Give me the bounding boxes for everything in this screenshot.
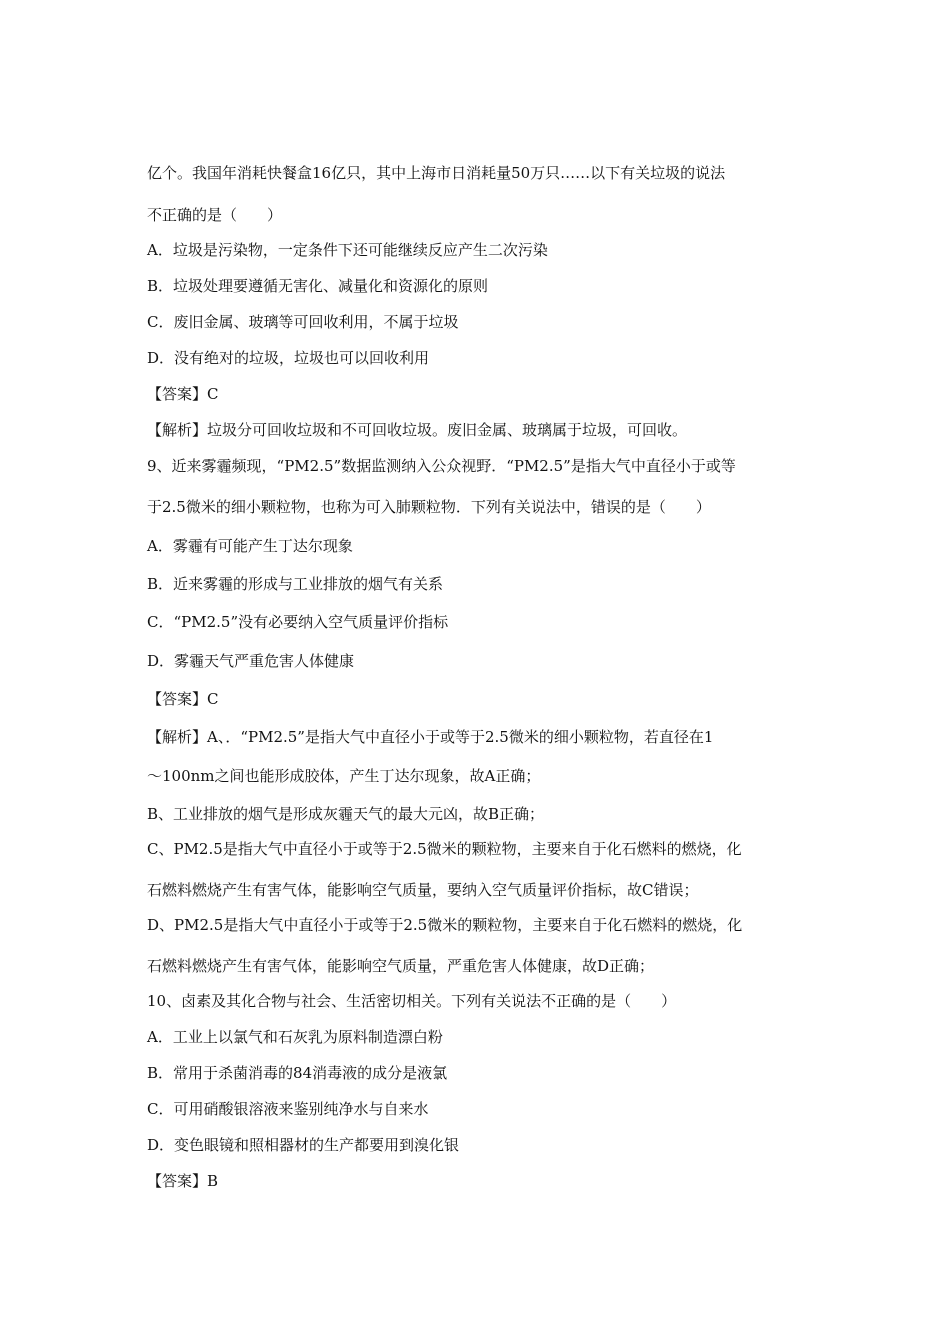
q10-option-c: C．可用硝酸银溶液来鉴别纯净水与自来水 — [147, 1100, 429, 1118]
q10-option-a: A．工业上以氯气和石灰乳为原料制造漂白粉 — [147, 1028, 443, 1046]
q8-option-c: C．废旧金属、玻璃等可回收利用，不属于垃圾 — [147, 313, 459, 331]
q8-analysis: 【解析】垃圾分可回收垃圾和不可回收垃圾。废旧金属、玻璃属于垃圾，可回收。 — [147, 421, 688, 439]
q9-option-d: D．雾霾天气严重危害人体健康 — [147, 652, 355, 670]
q10-option-d: D．变色眼镜和照相器材的生产都要用到溴化银 — [147, 1136, 460, 1154]
q10-stem: 10、卤素及其化合物与社会、生活密切相关。下列有关说法不正确的是（ ） — [147, 992, 677, 1010]
q9-answer: 【答案】C — [147, 690, 219, 708]
q8-stem-line-2: 不正确的是（ ） — [147, 206, 283, 224]
q8-option-a: A．垃圾是污染物，一定条件下还可能继续反应产生二次污染 — [147, 241, 548, 259]
q9-analysis-line-5: 石燃料燃烧产生有害气体，能影响空气质量，要纳入空气质量评价指标，故C错误； — [147, 881, 699, 899]
q10-option-b: B．常用于杀菌消毒的84消毒液的成分是液氯 — [147, 1064, 448, 1082]
q9-option-a: A．雾霾有可能产生丁达尔现象 — [147, 537, 353, 555]
q8-option-b: B．垃圾处理要遵循无害化、减量化和资源化的原则 — [147, 277, 489, 295]
q9-analysis-line-7: 石燃料燃烧产生有害气体，能影响空气质量，严重危害人体健康，故D正确； — [147, 957, 655, 975]
q9-stem-line-2: 于2.5微米的细小颗粒物，也称为可入肺颗粒物．下列有关说法中，错误的是（ ） — [147, 498, 711, 516]
q8-stem-line-1: 亿个。我国年消耗快餐盒16亿只，其中上海市日消耗量50万只……以下有关垃圾的说法 — [147, 164, 726, 182]
q8-option-d: D．没有绝对的垃圾，垃圾也可以回收利用 — [147, 349, 430, 367]
q9-option-b: B．近来雾霾的形成与工业排放的烟气有关系 — [147, 575, 444, 593]
q9-stem-line-1: 9、近来雾霾频现，“PM2.5”数据监测纳入公众视野．“PM2.5”是指大气中直径小于或等 — [147, 457, 736, 475]
q9-analysis-line-2: ～100nm之间也能形成胶体，产生丁达尔现象，故A正确； — [147, 767, 541, 785]
q10-answer: 【答案】B — [147, 1172, 219, 1190]
q8-answer: 【答案】C — [147, 385, 219, 403]
q9-option-c: C．“PM2.5”没有必要纳入空气质量评价指标 — [147, 613, 449, 631]
q9-analysis-line-1: 【解析】A、．“PM2.5”是指大气中直径小于或等于2.5微米的细小颗粒物，若直径在1 — [147, 728, 714, 746]
q9-analysis-line-4: C、PM2.5是指大气中直径小于或等于2.5微米的颗粒物，主要来自于化石燃料的燃烧，化 — [147, 840, 742, 858]
q9-analysis-line-6: D、PM2.5是指大气中直径小于或等于2.5微米的颗粒物，主要来自于化石燃料的燃烧，化 — [147, 916, 743, 934]
q9-analysis-line-3: B、工业排放的烟气是形成灰霾天气的最大元凶，故B正确； — [147, 805, 545, 823]
